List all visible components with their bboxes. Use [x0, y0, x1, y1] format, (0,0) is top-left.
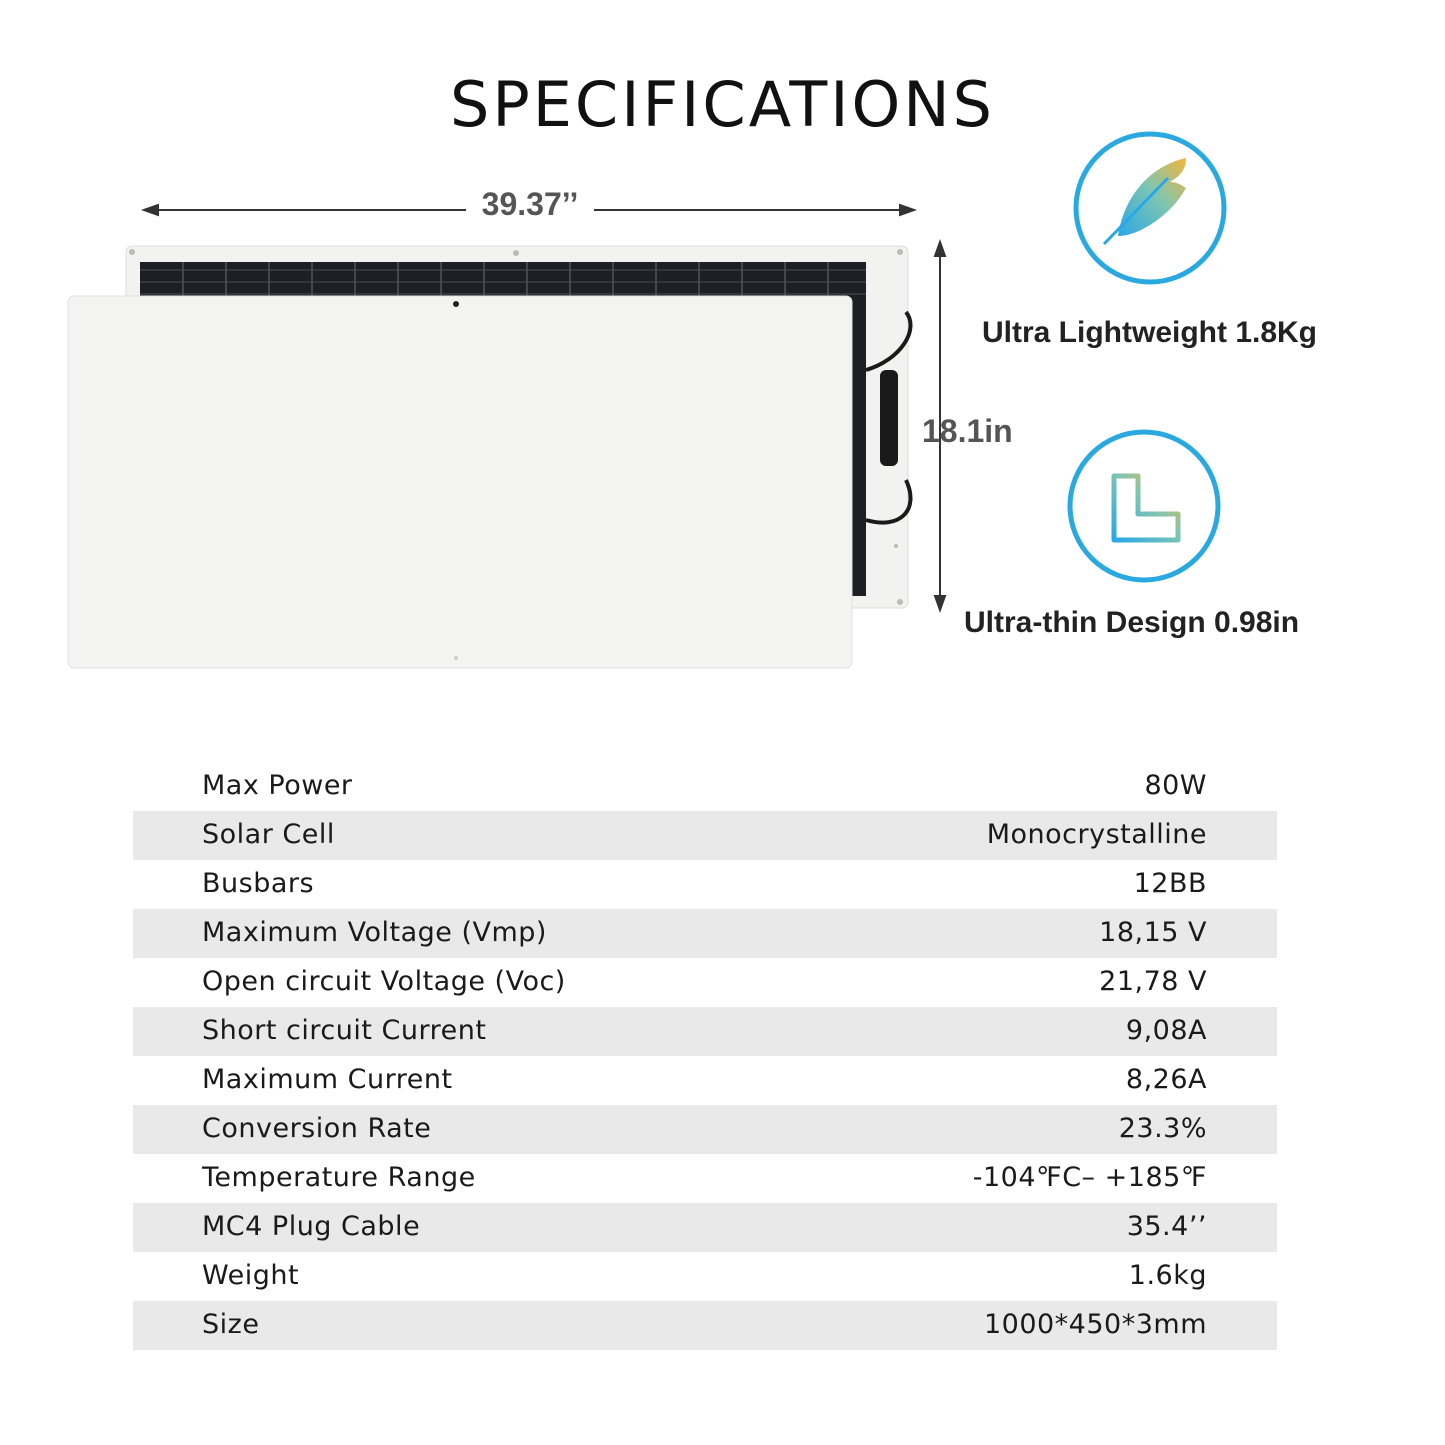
spec-label: MC4 Plug Cable: [202, 1211, 421, 1242]
spec-label: Solar Cell: [202, 819, 335, 850]
spec-row-mc4-cable: [133, 1203, 1277, 1252]
spec-value: 18,15 V: [1099, 917, 1207, 948]
spec-value: Monocrystalline: [986, 819, 1207, 850]
spec-row-max-power: [133, 762, 1277, 811]
feather-icon: [1076, 134, 1224, 282]
spec-value: 23.3%: [1118, 1113, 1207, 1144]
spec-label: Maximum Current: [202, 1064, 453, 1095]
spec-value: 9,08A: [1125, 1015, 1207, 1046]
spec-row-conversion-rate: [133, 1105, 1277, 1154]
thin-design-feature-label: Ultra-thin Design 0.98in: [964, 606, 1300, 639]
page-title: SPECIFICATIONS: [449, 68, 996, 141]
spec-label: Short circuit Current: [202, 1015, 487, 1046]
spec-value: 12BB: [1133, 868, 1207, 899]
spec-label: Maximum Voltage (Vmp): [202, 917, 547, 948]
spec-value: 35.4’’: [1126, 1211, 1207, 1242]
spec-row-solar-cell: [133, 811, 1277, 860]
height-dimension-label: 18.1in: [922, 413, 1013, 449]
lightweight-feature-label: Ultra Lightweight 1.8Kg: [982, 316, 1318, 349]
spec-label: Open circuit Voltage (Voc): [202, 966, 566, 997]
product-illustration: [0, 0, 1445, 700]
ruler-icon: [1070, 432, 1218, 580]
spec-row-temperature-range: [133, 1154, 1277, 1203]
spec-row-max-current: [133, 1056, 1277, 1105]
spec-value: 1000*450*3mm: [983, 1309, 1207, 1340]
spec-row-open-circuit-voltage: [133, 958, 1277, 1007]
spec-row-max-voltage: [133, 909, 1277, 958]
spec-label: Max Power: [202, 770, 353, 801]
spec-label: Weight: [202, 1260, 300, 1291]
spec-value: 21,78 V: [1099, 966, 1207, 997]
spec-label: Temperature Range: [202, 1162, 476, 1193]
spec-label: Busbars: [202, 868, 315, 899]
spec-value: 80W: [1144, 770, 1207, 801]
specifications-table: [133, 762, 1277, 1350]
spec-row-weight: [133, 1252, 1277, 1301]
spec-label: Size: [202, 1309, 260, 1340]
spec-value: 1.6kg: [1128, 1260, 1207, 1291]
spec-row-busbars: [133, 860, 1277, 909]
solar-panel-back: [68, 296, 852, 668]
spec-row-size: [133, 1301, 1277, 1350]
spec-row-short-circuit-current: [133, 1007, 1277, 1056]
spec-label: Conversion Rate: [202, 1113, 432, 1144]
spec-value: 8,26A: [1125, 1064, 1207, 1095]
spec-value: -104℉C– +185℉: [972, 1162, 1207, 1193]
width-dimension-label: 39.37’’: [481, 186, 579, 222]
